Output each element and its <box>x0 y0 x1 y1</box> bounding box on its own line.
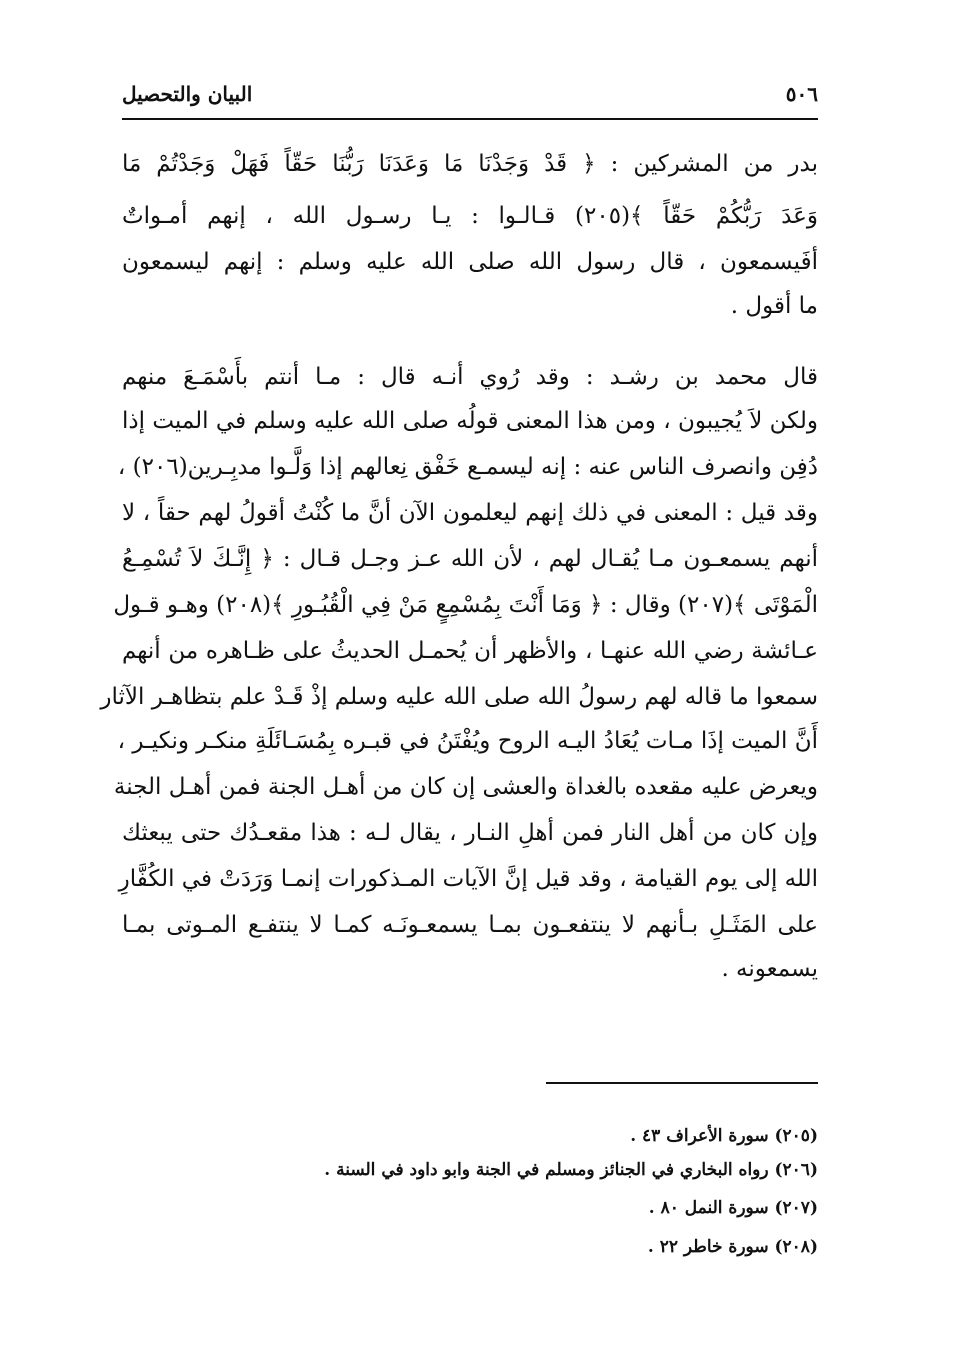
page-header <box>122 78 818 114</box>
footnote: (٢٠٥) سورة الأعراف ٤٣ . <box>630 1126 818 1146</box>
running-title: البيان والتحصيل <box>122 82 253 106</box>
footnote: (٢٠٦) رواه البخاري في الجنائز ومسلم في الجنة وابو داود في السنة . <box>324 1160 818 1180</box>
text-line: وقد قيل : المعنى في ذلك إنهم ليعلمون الآن أنَّ ما كُنْتُ أقولُ لهم حقاً ، لا <box>122 500 818 526</box>
header-divider <box>122 118 818 120</box>
text-line: ويعرض عليه مقعده بالغداة والعشى إن كان من أهـل الجنة فمن أهـل الجنة <box>113 774 818 800</box>
text-line: وإن كان من أهل النار فمن أهلِ النـار ، يقال لـه : هذا مقعـدُك حتى يبعثك <box>122 820 818 846</box>
footnote-divider <box>546 1082 818 1084</box>
page-number: ٥٠٦ <box>785 82 818 106</box>
text-line: سمعوا ما قاله لهم رسولُ الله صلى الله عليه وسلم إذْ قَـدْ علم بتظاهـر الآثار <box>100 684 818 710</box>
text-line: ما أقول . <box>730 293 818 319</box>
text-line: أَنَّ الميت إذَا مـات يُعَادُ اليـه الروح ويُفْتَنُ في قبـره بِمُسَـائَلَةِ منكـر ونكيـر ، <box>117 728 818 754</box>
text-line: يسمعونه . <box>721 956 818 982</box>
text-line: الله إلى يوم القيامة ، وقد قيل إنَّ الآيات المـذكورات إنمـا وَرَدَتْ في الكُفَّارِ <box>118 866 818 892</box>
text-line: ولكن لاَ يُجيبون ، ومن هذا المعنى قولُه صلى الله عليه وسلم في الميت إذا <box>122 408 818 434</box>
text-line: على المَثَـلِ بـأنهم لا ينتفعـون بمـا يسمعـونَـه كمـا لا ينتفـع المـوتى بمـا <box>122 912 818 938</box>
text-line: وَعَدَ رَبُّكُمْ حَقّاً ﴾(٢٠٥) قـالـوا : يـا رسـول الله ، إنهم أمـواتٌ <box>122 203 818 229</box>
text-line: دُفِن وانصرف الناس عنه : إنه ليسمـع خَفْق نِعالهم إذا وَلَّـوا مدبِـرين(٢٠٦) ، <box>117 454 818 480</box>
text-line: الْمَوْتَى ﴾(٢٠٧) وقال : ﴿ وَمَا أَنْتَ بِمُسْمِعٍ مَنْ فِي الْقُبُـورِ ﴾(٢٠٨) وهـو قـول <box>113 592 818 618</box>
footnote: (٢٠٧) سورة النمل ٨٠ . <box>648 1198 818 1218</box>
text-line: أفَيسمعون ، قال رسول الله صلى الله عليه وسلم : إنهم ليسمعون <box>122 249 818 275</box>
footnote: (٢٠٨) سورة خاطر ٢٢ . <box>647 1237 818 1257</box>
text-line: بدر من المشركين : ﴿ قَدْ وَجَدْنَا مَا وَعَدَنَا رَبُّنَا حَقّاً فَهَلْ وَجَدْتُمْ مَا <box>122 151 818 177</box>
text-line: أنهم يسمعـون مـا يُقـال لهم ، لأن الله عـز وجـل قـال : ﴿ إِنَّـكَ لاَ تُسْمِـعُ <box>122 546 818 572</box>
text-line: قال محمد بن رشـد : وقد رُوي أنـه قال : مـا أنتم بأَسْمَـعَ منهم <box>122 364 818 390</box>
text-line: عـائشة رضي الله عنهـا ، والأظهر أن يُحمـل الحديثُ على ظـاهره من أنهم <box>122 638 818 664</box>
